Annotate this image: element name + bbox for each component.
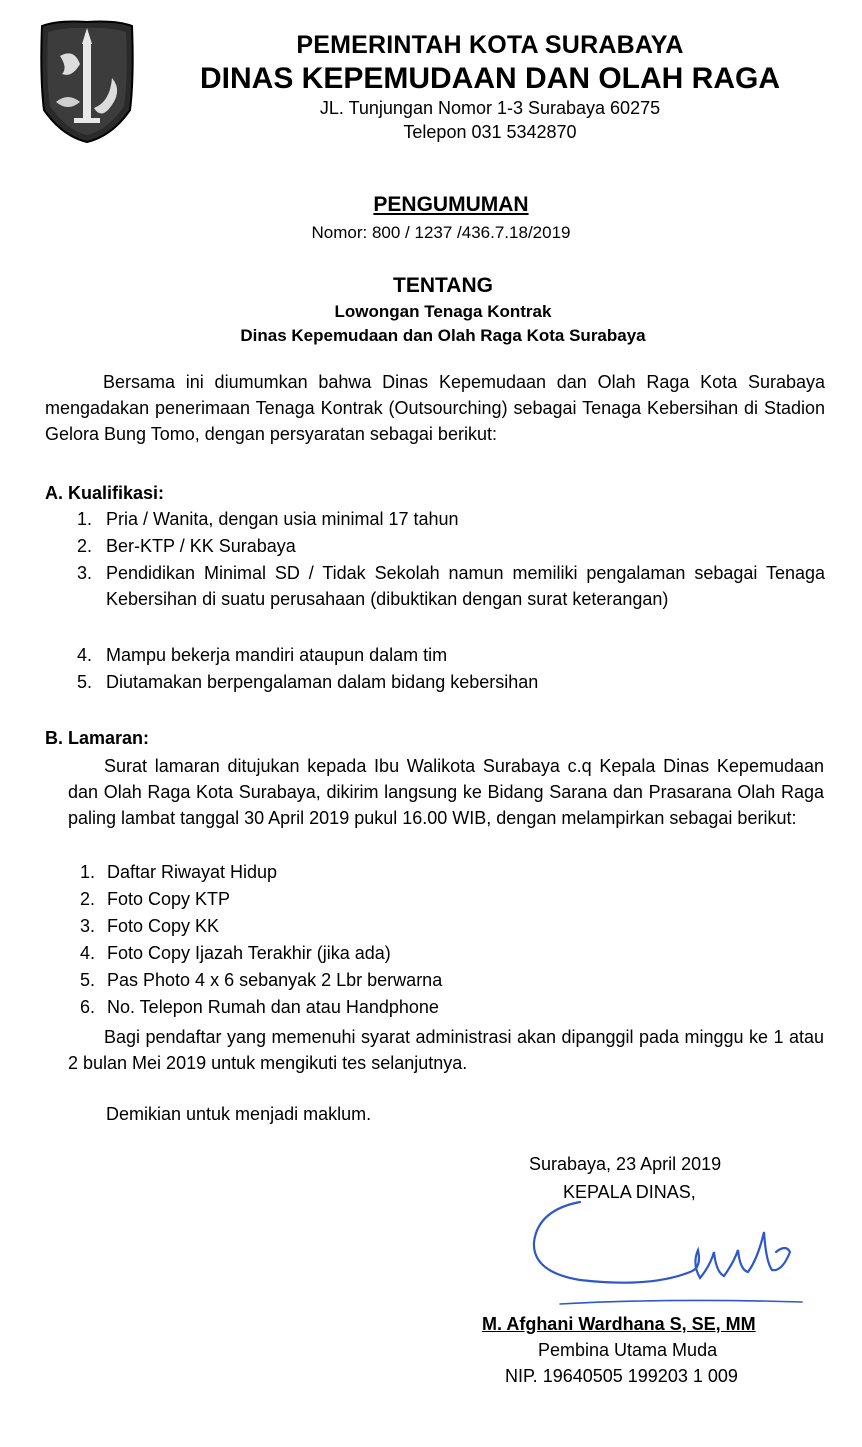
agency-name: DINAS KEPEMUDAAN DAN OLAH RAGA — [199, 62, 780, 95]
list-item: Pas Photo 4 x 6 sebanyak 2 Lbr berwarna — [107, 970, 443, 990]
list-item-number: 4. — [79, 943, 95, 963]
signer-nip: NIP. 19640505 199203 1 009 — [505, 1366, 738, 1386]
list-item: Diutamakan berpengalaman dalam bidang kebersihan — [106, 672, 539, 692]
demikian-text: Demikian untuk menjadi maklum. — [106, 1104, 372, 1124]
document-title: PENGUMUMAN — [373, 193, 529, 216]
signer-name: M. Afghani Wardhana S, SE, MM — [482, 1314, 756, 1334]
list-item: Foto Copy KTP — [107, 889, 231, 909]
closing-paragraph: Bagi pendaftar yang memenuhi syarat administrasi akan dipanggil pada minggu ke 1 atau 2 bulan Mei 2019 untuk mengikuti tes selanjutnya. — [68, 1027, 824, 1073]
list-item: Foto Copy KK — [107, 916, 220, 936]
government-name: PEMERINTAH KOTA SURABAYA — [296, 31, 684, 59]
list-item: Pria / Wanita, dengan usia minimal 17 tahun — [106, 509, 459, 529]
subject-line-1: Lowongan Tenaga Kontrak — [334, 302, 552, 321]
section-b-heading: B. Lamaran: — [45, 728, 150, 748]
list-item: Mampu bekerja mandiri ataupun dalam tim — [106, 645, 448, 665]
list-item: Ber-KTP / KK Surabaya — [106, 536, 296, 556]
agency-phone: Telepon 031 5342870 — [403, 122, 577, 142]
handwritten-signature — [520, 1192, 810, 1312]
list-item-number: 5. — [79, 970, 95, 990]
intro-paragraph: Bersama ini diumumkan bahwa Dinas Kepemudaan dan Olah Raga Kota Surabaya mengadakan penerimaan Tenaga Kontrak (Outsourching) sebagai Tenaga Kebersihan di Stadion Gelora Bung Tomo, dengan persyaratan sebagai berikut: — [45, 372, 825, 444]
list-item-number: 3. — [76, 563, 92, 583]
list-item-number: 3. — [79, 916, 95, 936]
list-item-number: 1. — [76, 509, 92, 529]
list-item: No. Telepon Rumah dan atau Handphone — [107, 997, 439, 1017]
list-item-number: 5. — [76, 672, 92, 692]
list-item-number: 4. — [76, 645, 92, 665]
list-item: Pendidikan Minimal SD / Tidak Sekolah namun memiliki pengalaman sebagai Tenaga Kebersihan di suatu perusahaan (dibuktikan dengan surat keterangan) — [106, 563, 825, 609]
list-item: Foto Copy Ijazah Terakhir (jika ada) — [107, 943, 391, 963]
list-item-number: 1. — [79, 862, 95, 882]
document-number: Nomor: 800 / 1237 /436.7.18/2019 — [311, 223, 571, 242]
surabaya-emblem-logo — [38, 18, 136, 144]
list-item-number: 2. — [76, 536, 92, 556]
lamaran-paragraph: Surat lamaran ditujukan kepada Ibu Walikota Surabaya c.q Kepala Dinas Kepemudaan dan Olah Raga Kota Surabaya, dikirim langsung ke Bidang Sarana dan Prasarana Olah Raga paling lambat tanggal 30 April 2019 pukul 16.00 WIB, dengan melampirkan sebagai berikut: — [68, 756, 824, 828]
agency-address: JL. Tunjungan Nomor 1-3 Surabaya 60275 — [319, 98, 661, 118]
signer-rank: Pembina Utama Muda — [538, 1340, 718, 1360]
list-item: Daftar Riwayat Hidup — [107, 862, 278, 882]
signer-position: KEPALA DINAS, — [563, 1182, 696, 1202]
tentang-heading: TENTANG — [393, 274, 493, 297]
place-date: Surabaya, 23 April 2019 — [529, 1154, 722, 1174]
list-item-number: 2. — [79, 889, 95, 909]
section-a-heading: A. Kualifikasi: — [45, 483, 165, 503]
subject-line-2: Dinas Kepemudaan dan Olah Raga Kota Surabaya — [240, 326, 646, 345]
list-item-number: 6. — [79, 997, 95, 1017]
